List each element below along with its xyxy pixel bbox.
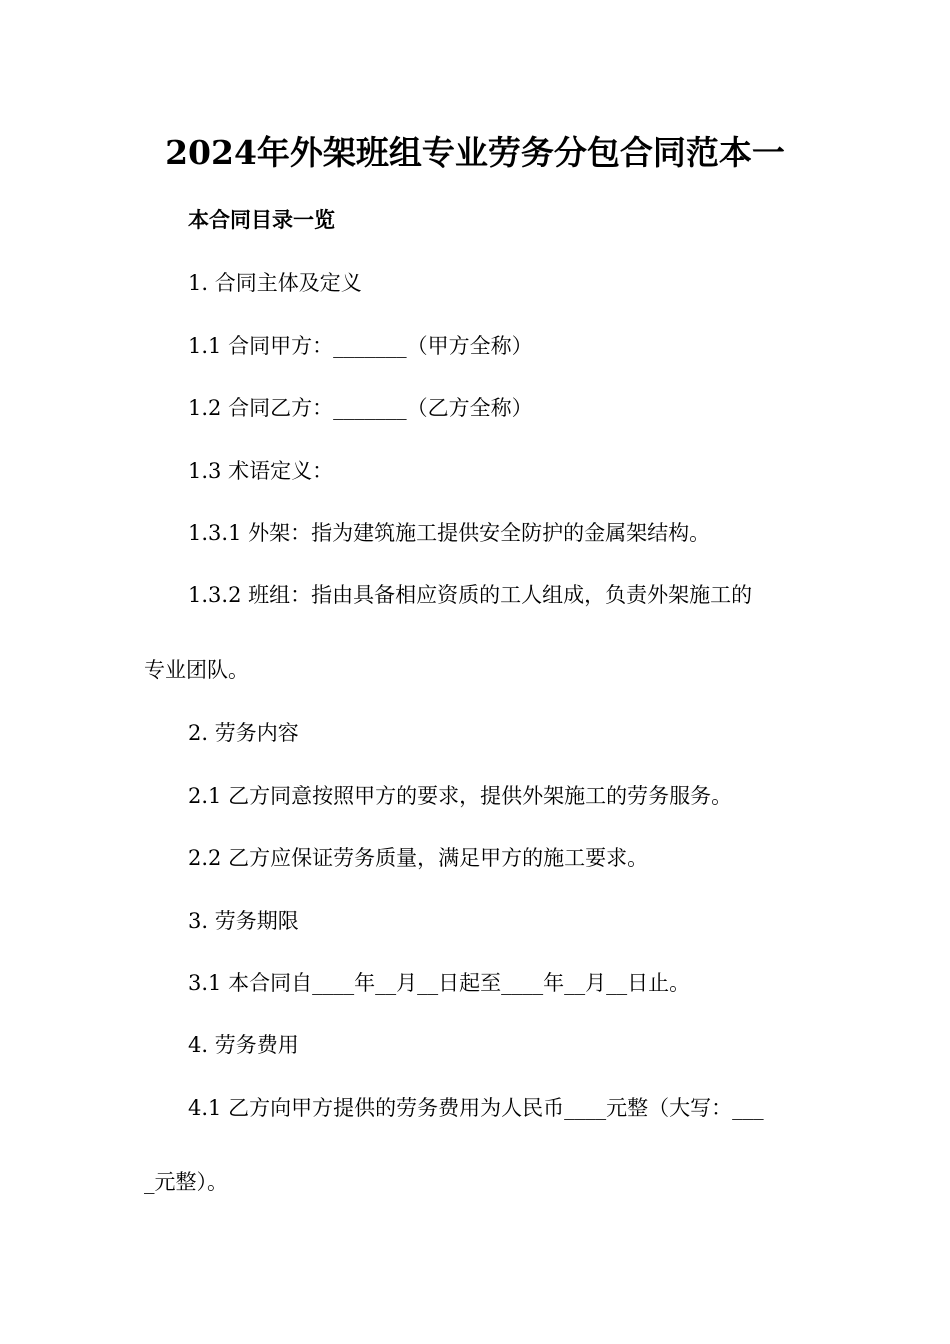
section-4-heading: 4. 劳务费用 (188, 1033, 299, 1057)
toc-heading: 本合同目录一览 (188, 207, 335, 232)
clause-1-3-1: 1.3.1 外架：指为建筑施工提供安全防护的金属架结构。 (188, 521, 711, 545)
clause-4-1-continued: _元整）。 (144, 1170, 228, 1194)
clause-1-3-2: 1.3.2 班组：指由具备相应资质的工人组成，负责外架施工的 (188, 583, 753, 607)
clause-4-1: 4.1 乙方向甲方提供的劳务费用为人民币____元整（大写：___ (188, 1096, 764, 1120)
section-3-heading: 3. 劳务期限 (188, 909, 299, 933)
document-title: 2024年外架班组专业劳务分包合同范本一 (165, 133, 785, 172)
clause-2-1: 2.1 乙方同意按照甲方的要求，提供外架施工的劳务服务。 (188, 784, 733, 808)
section-1-heading: 1. 合同主体及定义 (188, 271, 362, 295)
clause-3-1: 3.1 本合同自____年__月__日起至____年__月__日止。 (188, 971, 691, 995)
clause-1-1: 1.1 合同甲方：_______（甲方全称） (188, 334, 533, 358)
section-2-heading: 2. 劳务内容 (188, 721, 299, 745)
clause-1-3: 1.3 术语定义： (188, 459, 334, 483)
clause-1-3-2-continued: 专业团队。 (144, 658, 249, 682)
clause-1-2: 1.2 合同乙方：_______（乙方全称） (188, 396, 533, 420)
clause-2-2: 2.2 乙方应保证劳务质量，满足甲方的施工要求。 (188, 846, 649, 870)
